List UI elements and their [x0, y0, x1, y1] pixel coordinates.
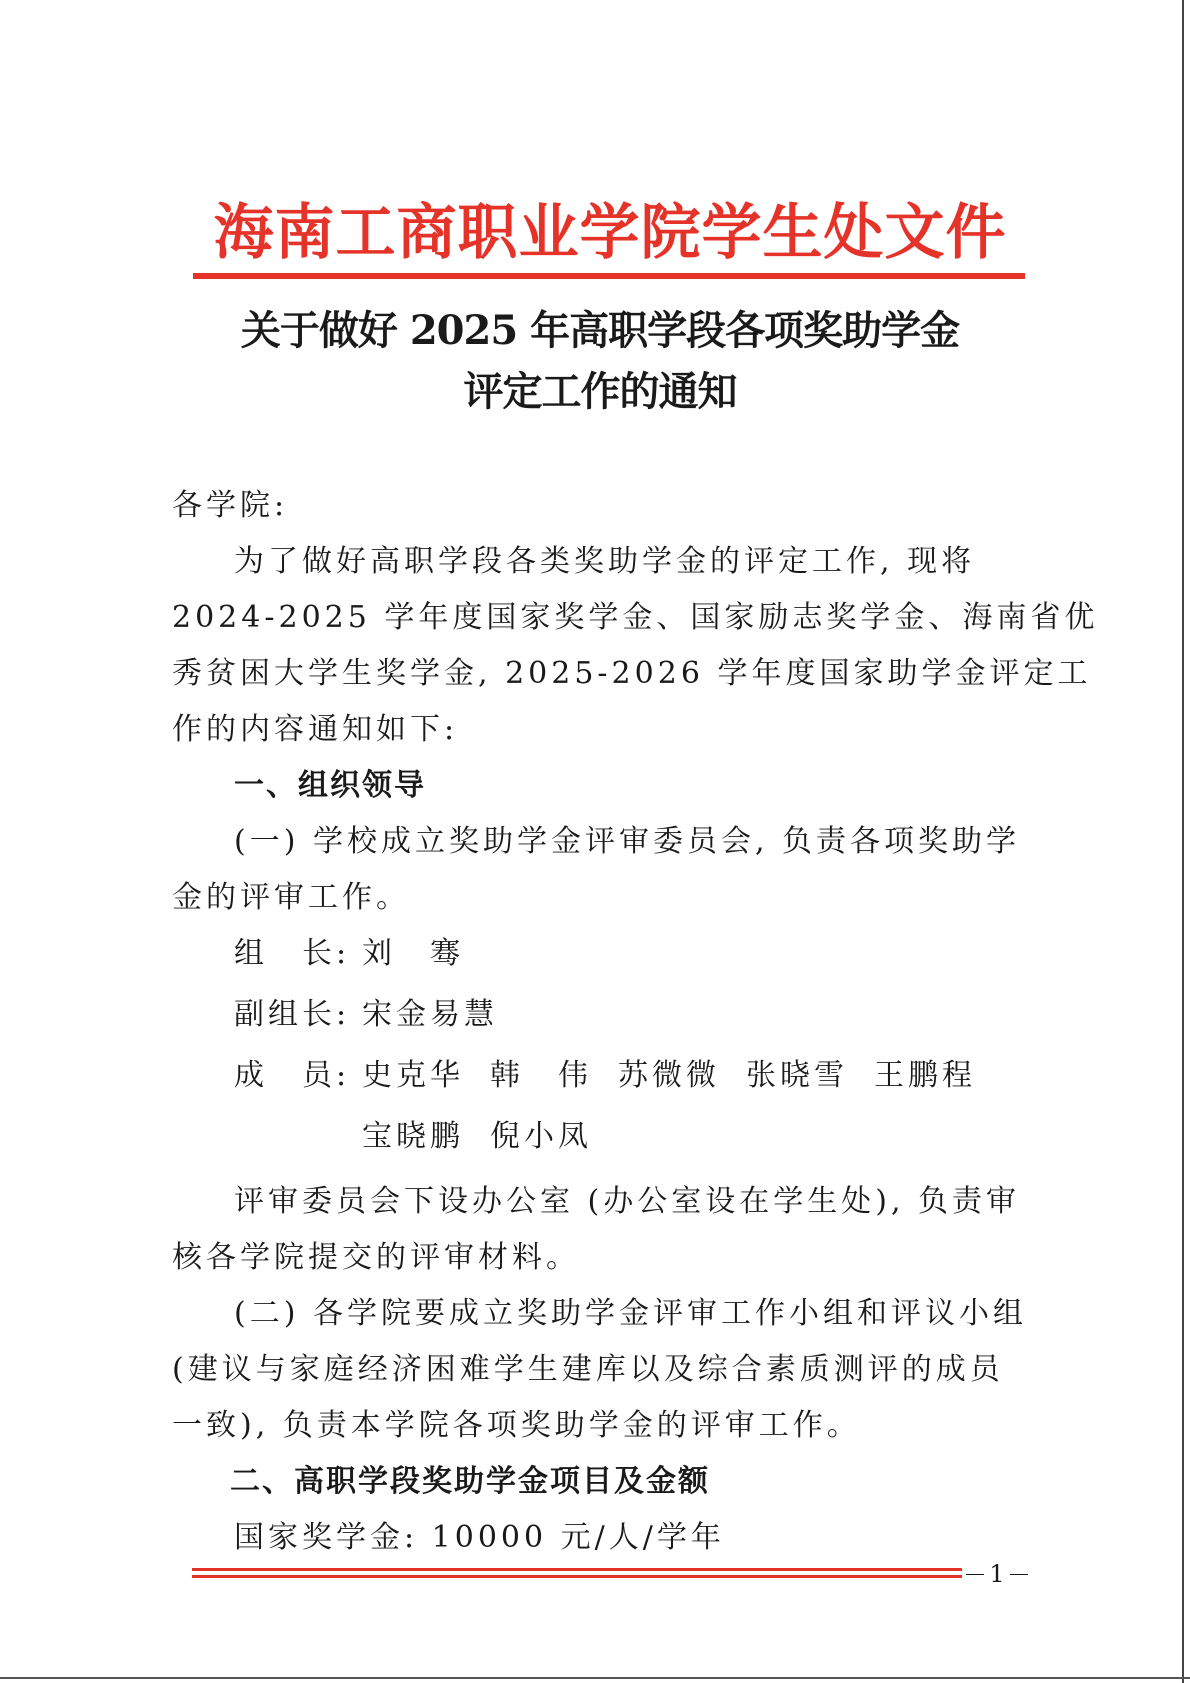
- footer-red-rule-bottom: [192, 1575, 1022, 1578]
- footer-red-rule-top: [192, 1568, 1022, 1571]
- members-label: 成 员:: [234, 1058, 351, 1093]
- item-1-line-2: 金的评审工作。: [172, 880, 410, 915]
- intro-line-3: 秀贫困大学生奖学金, 2025-2026 学年度国家助学金评定工: [172, 656, 1092, 691]
- salutation: 各学院:: [172, 488, 289, 523]
- document-title-line-1: 关于做好 2025 年高职学段各项奖助学金: [240, 307, 960, 354]
- member-name: 苏微微: [618, 1058, 720, 1093]
- office-line-1: 评审委员会下设办公室 (办公室设在学生处), 负责审: [234, 1184, 1021, 1219]
- section-2-heading: 二、高职学段奖助学金项目及金额: [230, 1464, 710, 1499]
- item-2-line-3: 一致), 负责本学院各项奖助学金的评审工作。: [172, 1408, 861, 1443]
- item-1-line-1: (一) 学校成立奖助学金评审委员会, 负责各项奖助学: [234, 824, 1021, 859]
- deputy-label: 副组长:: [234, 997, 351, 1032]
- header-red-rule: [193, 273, 1025, 279]
- member-name: 史克华: [362, 1058, 464, 1093]
- office-line-2: 核各学院提交的评审材料。: [172, 1240, 580, 1275]
- scan-edge-right: [1182, 0, 1184, 1683]
- item-2-line-1: (二) 各学院要成立奖助学金评审工作小组和评议小组: [234, 1296, 1027, 1331]
- member-name: 张晓雪: [746, 1058, 848, 1093]
- document-title-line-2: 评定工作的通知: [463, 368, 737, 415]
- member-name: 王鹏程: [874, 1058, 976, 1093]
- leader-name: 刘 骞: [362, 936, 464, 971]
- award-national-scholarship: 国家奖学金: 10000 元/人/学年: [234, 1520, 725, 1555]
- member-name: 韩 伟: [490, 1058, 592, 1093]
- member-name: 倪小凤: [490, 1119, 592, 1154]
- section-1-heading: 一、组织领导: [234, 768, 426, 803]
- leader-label: 组 长:: [234, 936, 351, 971]
- intro-line-2: 2024-2025 学年度国家奖学金、国家励志奖学金、海南省优: [172, 600, 1099, 635]
- issuer-header-title: 海南工商职业学院学生处文件: [213, 198, 1007, 268]
- deputy-name: 宋金易慧: [362, 997, 498, 1032]
- member-name: 宝晓鹏: [362, 1119, 464, 1154]
- page-number: 1: [962, 1560, 1032, 1588]
- intro-line-1: 为了做好高职学段各类奖助学金的评定工作, 现将: [234, 544, 976, 579]
- item-2-line-2: (建议与家庭经济困难学生建库以及综合素质测评的成员: [172, 1352, 1004, 1387]
- intro-line-4: 作的内容通知如下:: [172, 712, 459, 747]
- scan-edge-bottom: [0, 1677, 1190, 1679]
